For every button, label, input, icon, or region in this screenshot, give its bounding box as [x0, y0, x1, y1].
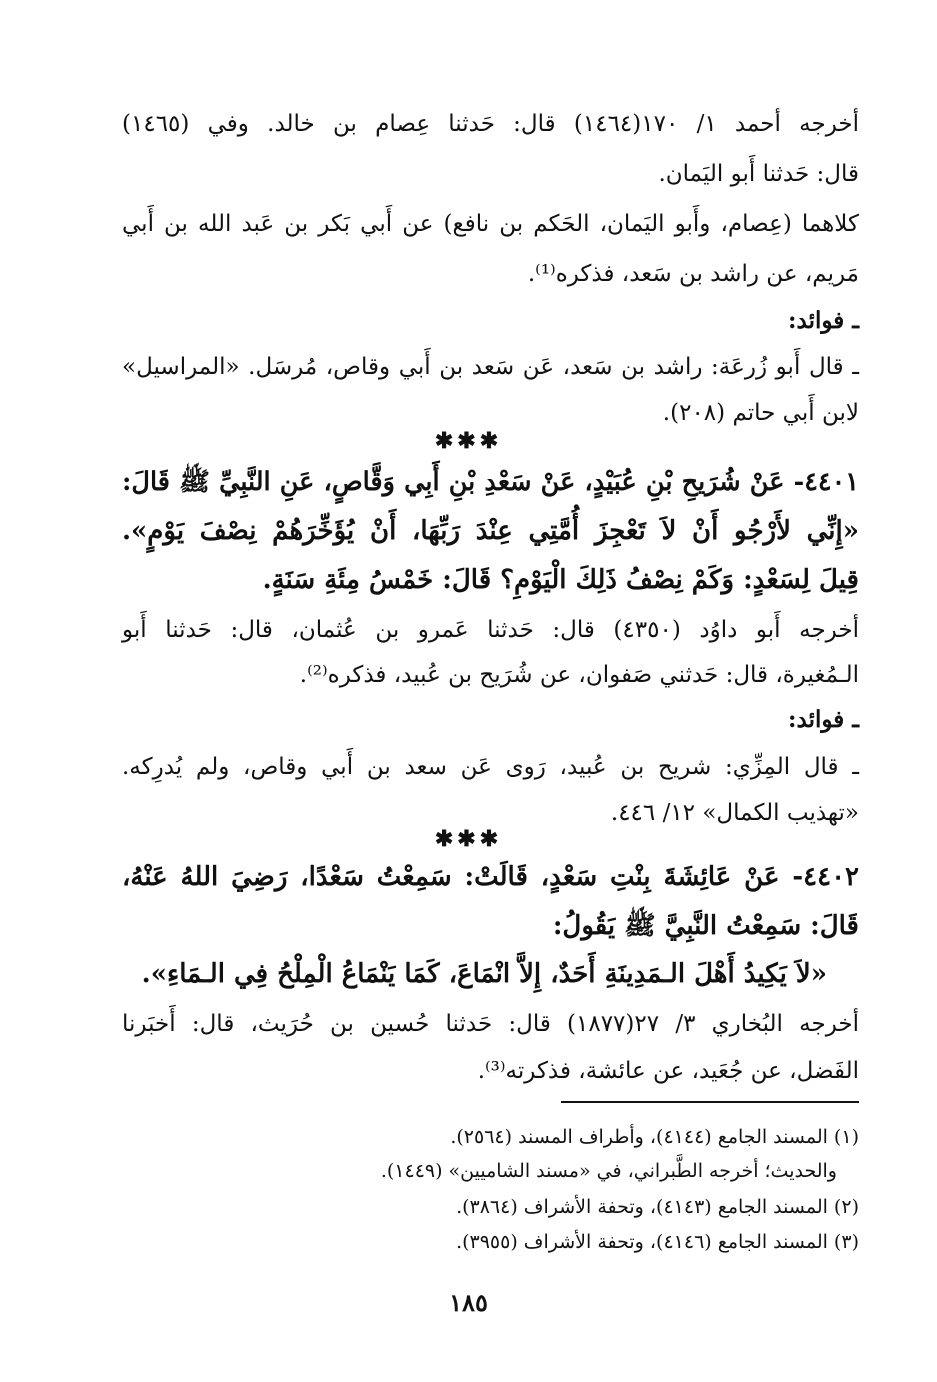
fawaid-text-1a: ـ قال أَبو زُرعَة: راشد بن سَعد، عَن سَعد بن أَبي وقاص، مُرسَل. «المراسيل»	[122, 354, 859, 380]
fawaid-heading-2: ـ فوائد:	[788, 706, 859, 733]
isnad-line-1: كلاهما (عِصام، وأَبو اليَمان، الحَكم بن نافع) عن أَبي بَكر بن عَبد الله بن أَبي	[122, 211, 859, 237]
takhrij-ahmad-line-2: قال: حَدثنا أَبو اليَمان.	[658, 161, 859, 187]
takhrij-ahmad-line-1: أخرجه أحمد ١/ ١٧٠(١٤٦٤) قال: حَدثنا عِصام بن خالد. وفي (١٤٦٥)	[122, 111, 859, 137]
hadith-4402-line-1: ٤٤٠٢- عَنْ عَائِشَةَ بِنْتِ سَعْدٍ، قَالَتْ: سَمِعْتُ سَعْدًا، رَضِيَ اللهُ عَنْهُ،	[122, 862, 859, 892]
hadith-4401-line-3: قِيلَ لِسَعْدٍ: وَكَمْ نِصْفُ ذَلِكَ الْيَوْمِ؟ قَالَ: خَمْسُ مِئَةِ سَنَةٍ.	[262, 565, 859, 595]
takhrij-abudawud-line-1: أخرجه أَبو داوُد (٤٣٥٠) قال: حَدثنا عَمرو بن عُثمان، قال: حَدثنا أَبو	[122, 617, 859, 643]
takhrij-abudawud-line-2: الـمُغيرة، قال: حَدثني صَفوان، عن شُرَيح بن عُبيد، فذكره⁽²⁾.	[299, 662, 859, 688]
takhrij-bukhari-line-2: الفَضل، عن جُعَيد، عن عائشة، فذكرته⁽³⁾.	[477, 1058, 859, 1084]
hadith-4402-line-3: «لاَ يَكِيدُ أَهْلَ الـمَدِينَةِ أَحَدٌ، إِلاَّ انْمَاعَ، كَمَا يَنْمَاعُ الْمِلْحُ فِي الـمَاءِ».	[141, 959, 827, 989]
footnote-1-continuation: والحديث؛ أخرجه الطَّبراني، في «مسند الشاميين» (١٤٤٩).	[380, 1160, 837, 1182]
footnote-2: (٢) المسند الجامع (٤١٤٣)، وتحفة الأشراف (٣٨٦٤).	[456, 1196, 859, 1218]
fawaid-heading-1: ـ فوائد:	[788, 307, 859, 334]
takhrij-bukhari-line-1: أخرجه البُخاري ٣/ ٢٧(١٨٧٧) قال: حَدثنا حُسين بن حُرَيث، قال: أَخبَرنا	[122, 1011, 859, 1037]
hadith-4402-line-2: قَالَ: سَمِعْتُ النَّبِيَّ ﷺ يَقُولُ:	[552, 911, 859, 941]
isnad-line-2: مَريم، عن راشد بن سَعد، فذكره⁽¹⁾.	[527, 261, 859, 287]
fawaid-text-2b: «تهذيب الكمال» ١٢/ ٤٤٦.	[610, 800, 859, 826]
fawaid-text-2a: ـ قال المِزِّي: شريح بن عُبيد، رَوى عَن سعد بن أَبي وقاص، ولم يُدرِكه.	[122, 754, 859, 780]
hadith-4401-line-2: «إِنِّي لأَرْجُو أَنْ لاَ تَعْجِزَ أُمَّتِي عِنْدَ رَبِّهَا، أَنْ يُؤَخِّرَهُمْ نِصْفَ يَوْمٍ».	[122, 516, 859, 546]
hadith-4401-line-1: ٤٤٠١- عَنْ شُرَيحِ بْنِ عُبَيْدٍ، عَنْ سَعْدِ بْنِ أَبِي وَقَّاصٍ، عَنِ النَّبِيِّ ﷺ قَالَ:	[122, 467, 859, 497]
footnote-3: (٣) المسند الجامع (٤١٤٦)، وتحفة الأشراف (٣٩٥٥).	[456, 1231, 859, 1253]
footnote-rule	[561, 1101, 859, 1103]
page-number: ١٨٥	[449, 1288, 488, 1317]
fawaid-text-1b: لابن أَبي حاتم (٢٠٨).	[662, 400, 859, 426]
footnote-1: (١) المسند الجامع (٤١٤٤)، وأطراف المسند (٢٥٦٤).	[450, 1126, 859, 1148]
section-separator-2: ✱✱✱	[434, 826, 503, 852]
section-separator-1: ✱✱✱	[434, 428, 503, 454]
